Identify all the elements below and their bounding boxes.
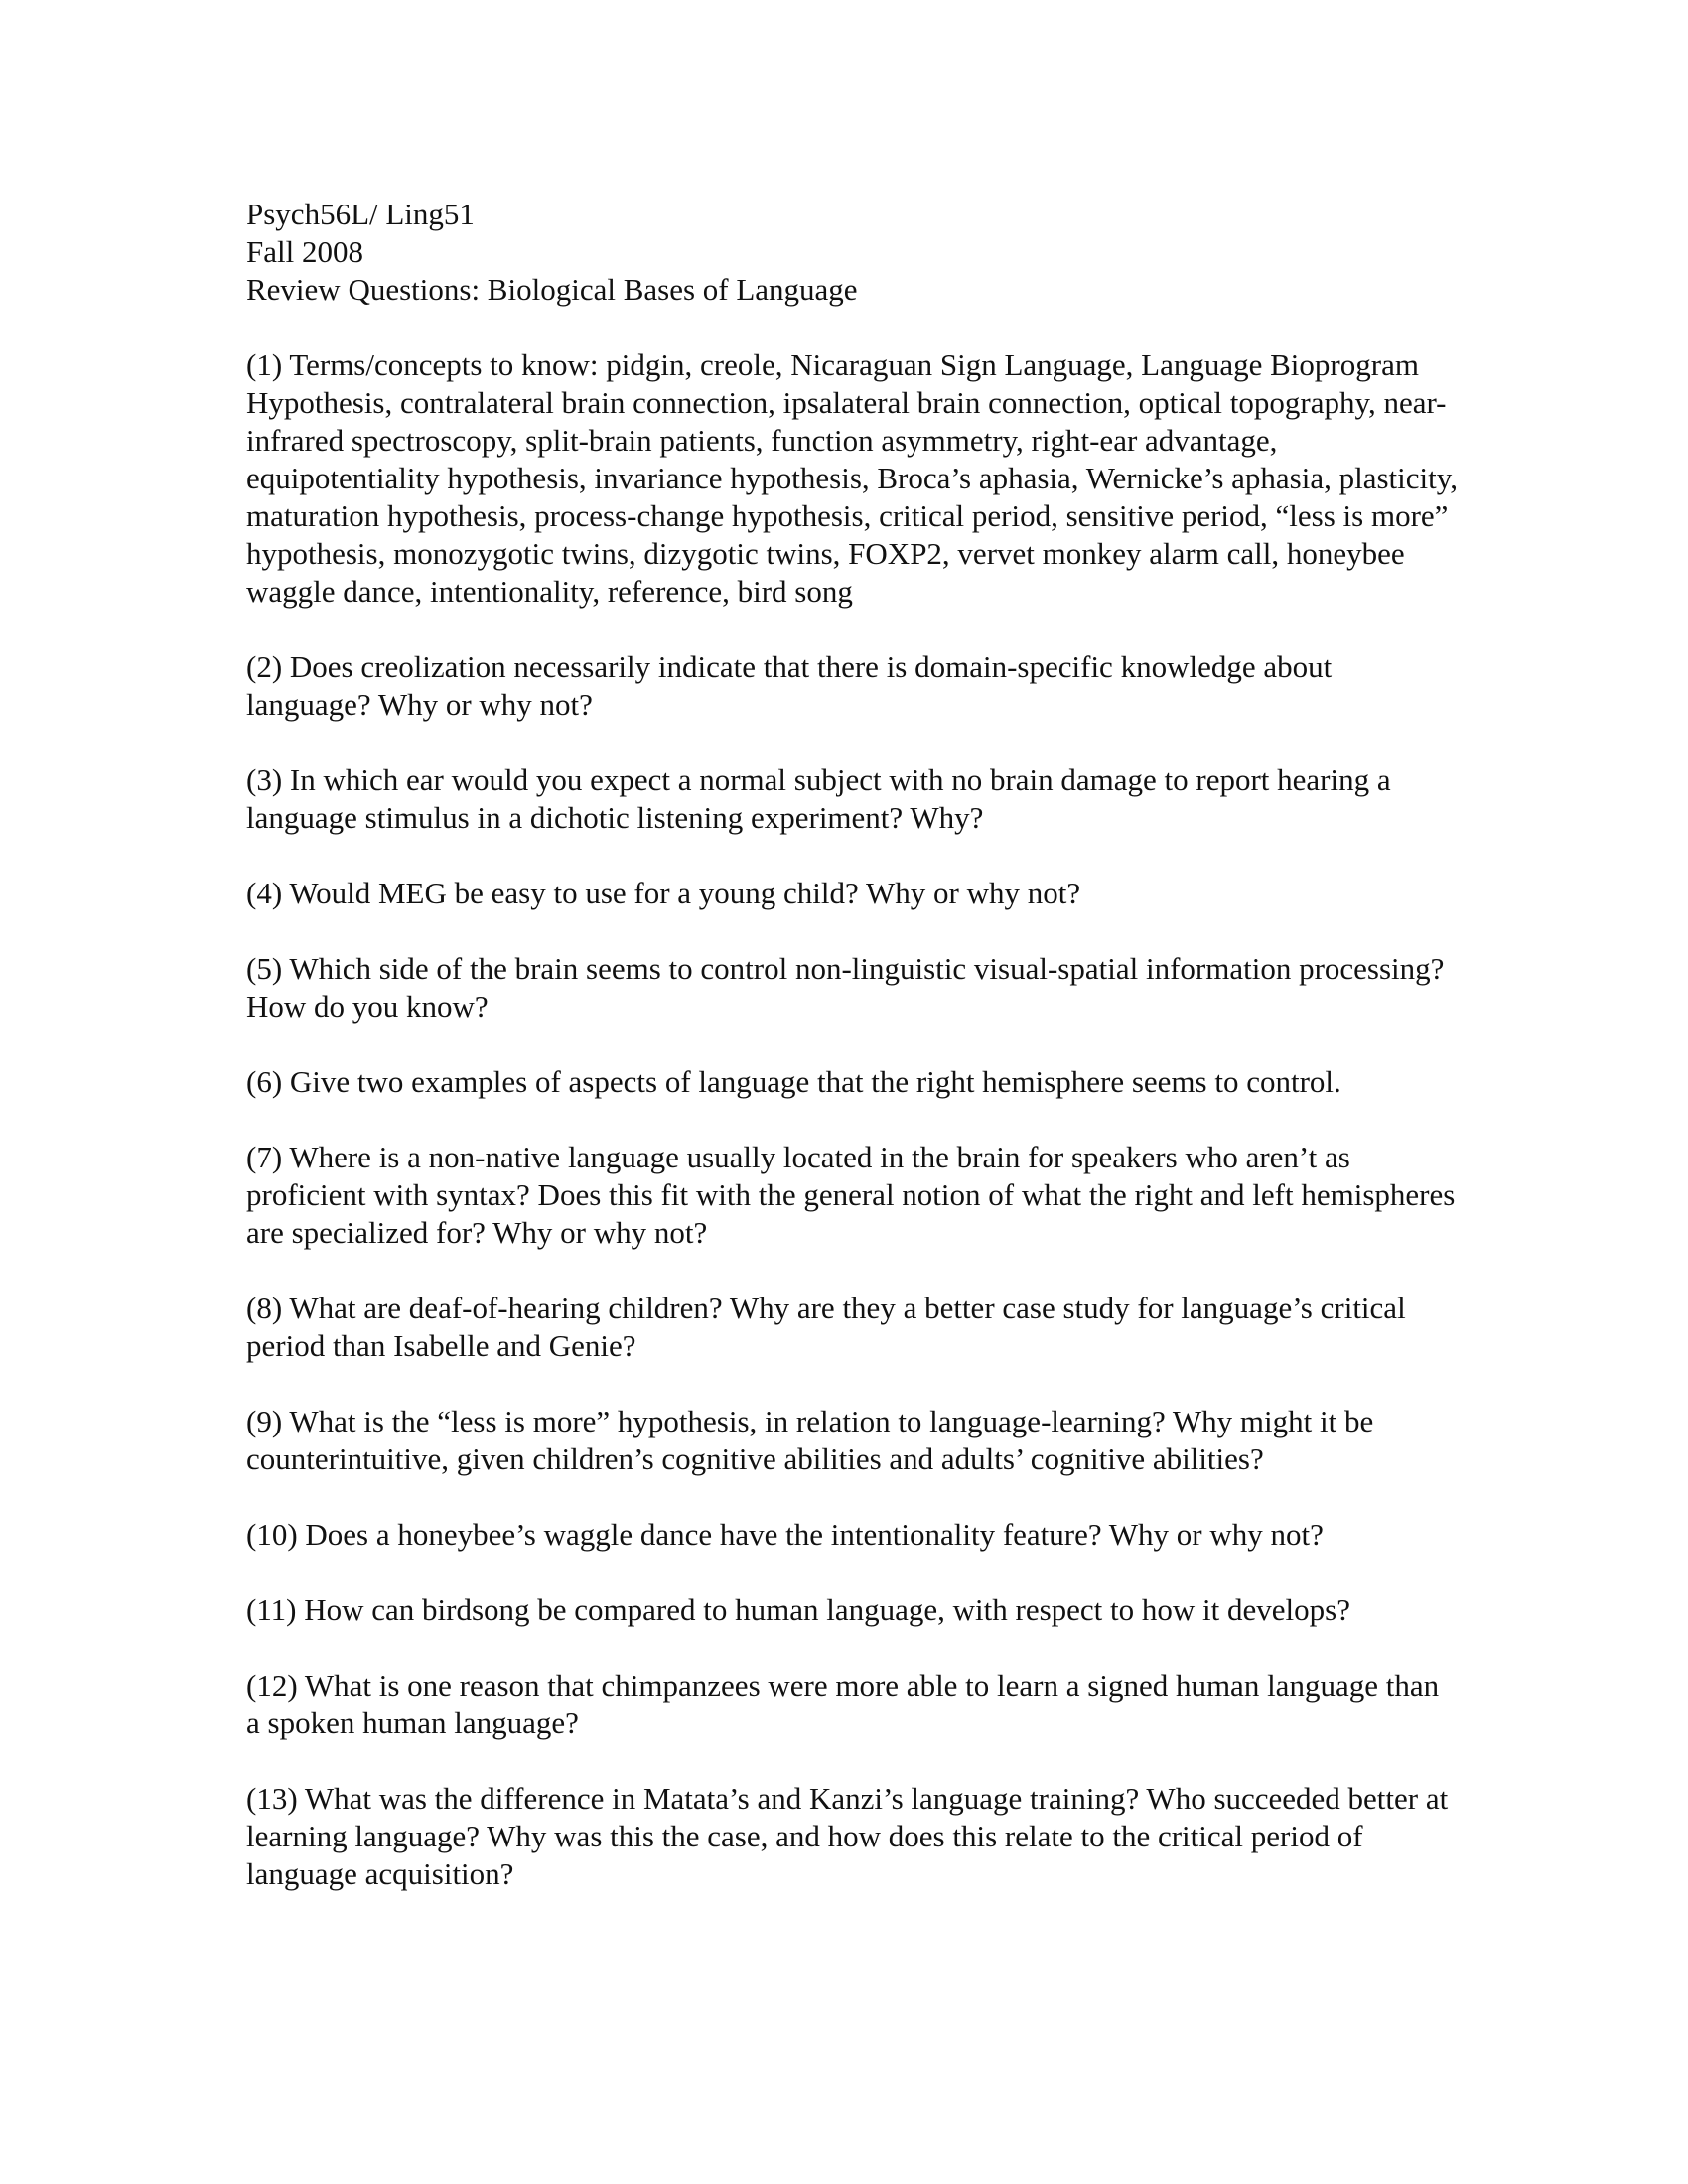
document-title: Review Questions: Biological Bases of Language xyxy=(246,272,858,307)
question-7: (7) Where is a non-native language usually located in the brain for speakers who aren’t as proficient with syntax? Does this fit with the general notion of what the right and left hemispheres are specialized for? Why or why not? xyxy=(246,1140,1456,1250)
question-6: (6) Give two examples of aspects of language that the right hemisphere seems to control. xyxy=(246,1064,1341,1099)
question-2: (2) Does creolization necessarily indicate that there is domain-specific knowledge about language? Why or why not? xyxy=(246,649,1333,722)
question-1: (1) Terms/concepts to know: pidgin, creole, Nicaraguan Sign Language, Language Bioprogram Hypothesis, contralateral brain connection, ipsalateral brain connection, optical topography, near-infrared spectroscopy, split-brain patients, function asymmetry, right-ear advantage, equipotentiality hypothesis, invariance hypothesis, Broca’s aphasia, Wernicke’s aphasia, plasticity, maturation hypothesis, process-change hypothesis, critical period, sensitive period, “less is more” hypothesis, monozygotic twins, dizygotic twins, FOXP2, vervet monkey alarm call, honeybee waggle dance, intentionality, reference, bird song xyxy=(246,347,1458,609)
question-12: (12) What is one reason that chimpanzees were more able to learn a signed human language than a spoken human language? xyxy=(246,1668,1440,1740)
question-11: (11) How can birdsong be compared to human language, with respect to how it develops? xyxy=(246,1592,1350,1627)
question-10: (10) Does a honeybee’s waggle dance have the intentionality feature? Why or why not? xyxy=(246,1517,1324,1552)
term: Fall 2008 xyxy=(246,234,363,269)
question-4: (4) Would MEG be easy to use for a young child? Why or why not? xyxy=(246,876,1081,910)
question-13: (13) What was the difference in Matata’s and Kanzi’s language training? Who succeeded better at learning language? Why was this the case, and how does this relate to the critical period of language acquisition? xyxy=(246,1781,1449,1891)
question-5: (5) Which side of the brain seems to control non-linguistic visual-spatial information processing? How do you know? xyxy=(246,951,1445,1024)
question-8: (8) What are deaf-of-hearing children? Why are they a better case study for language’s critical period than Isabelle and Genie? xyxy=(246,1291,1406,1363)
document-page xyxy=(246,196,1458,1931)
question-9: (9) What is the “less is more” hypothesis, in relation to language-learning? Why might it be counterintuitive, given children’s cognitive abilities and adults’ cognitive abilities? xyxy=(246,1404,1374,1476)
question-3: (3) In which ear would you expect a normal subject with no brain damage to report hearing a language stimulus in a dichotic listening experiment? Why? xyxy=(246,762,1391,835)
document-header xyxy=(246,196,1458,309)
course-code: Psych56L/ Ling51 xyxy=(246,197,475,231)
